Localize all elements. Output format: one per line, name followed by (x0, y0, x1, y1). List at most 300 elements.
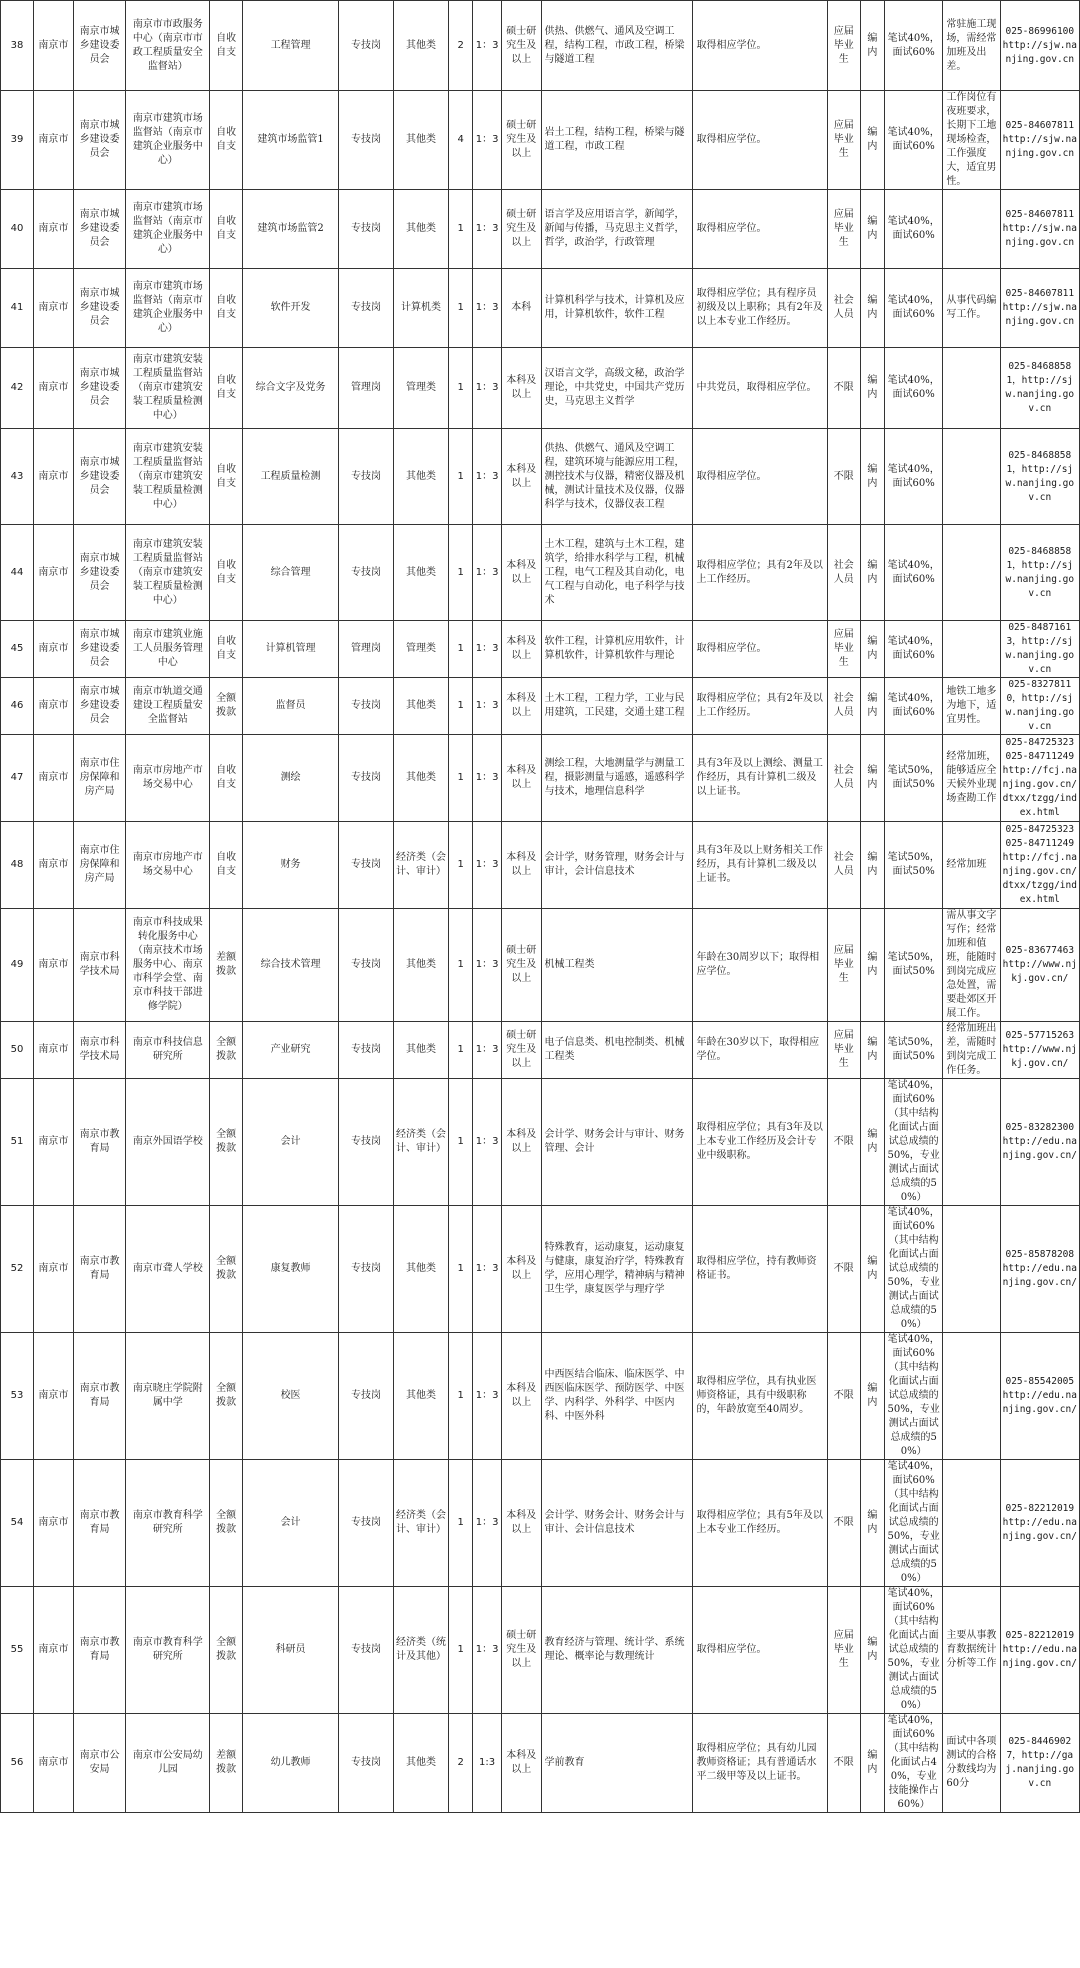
other-requirements: 取得相应学位，具有执业医师资格证，具有中级职称的，年龄放宽至40周岁。 (693, 1333, 827, 1460)
contact: 025-83677463 http://www.njkj.gov.cn/ (1000, 909, 1079, 1022)
position-category: 经济类（会计、审计） (394, 1079, 449, 1206)
position-type: 专技岗 (338, 1587, 393, 1714)
contact: 025-82212019 http://edu.nanjing.gov.cn/ (1000, 1587, 1079, 1714)
funding-type: 全额拨款 (210, 1460, 243, 1587)
position-name: 监督员 (243, 678, 339, 735)
position-type: 专技岗 (338, 735, 393, 822)
row-number: 53 (1, 1333, 34, 1460)
exam-weight: 笔试50%，面试50% (885, 735, 943, 822)
department: 南京市城乡建设委员会 (73, 621, 126, 678)
table-row (1, 1714, 1080, 1813)
contact: 025-85878208 http://edu.nanjing.gov.cn/ (1000, 1206, 1079, 1333)
hire-count: 1 (449, 190, 473, 269)
candidate-type: 不限 (827, 1206, 860, 1333)
funding-type: 自收自支 (210, 621, 243, 678)
exam-ratio: 1：3 (473, 348, 502, 429)
remarks (943, 1333, 1000, 1460)
row-number: 55 (1, 1587, 34, 1714)
table-row (1, 1, 1080, 91)
other-requirements: 取得相应学位。 (693, 621, 827, 678)
table-row (1, 269, 1080, 348)
education: 本科及以上 (501, 621, 541, 678)
position-type: 专技岗 (338, 909, 393, 1022)
major: 教育经济与管理、统计学、系统理论、概率论与数理统计 (541, 1587, 693, 1714)
exam-weight: 笔试40%，面试60%（其中结构化面试占40%，专业技能操作占60%） (885, 1714, 943, 1813)
unit-name: 南京市建筑安装工程质量监督站（南京市建筑安装工程质量检测中心） (126, 429, 210, 525)
education: 本科及以上 (501, 1079, 541, 1206)
hire-count: 1 (449, 525, 473, 621)
hire-count: 4 (449, 91, 473, 190)
hire-count: 1 (449, 909, 473, 1022)
row-number: 50 (1, 1022, 34, 1079)
region: 南京市 (34, 822, 74, 909)
candidate-type: 不限 (827, 1079, 860, 1206)
exam-ratio: 1：3 (473, 1206, 502, 1333)
table-body (1, 1, 1080, 1813)
hire-count: 1 (449, 429, 473, 525)
education: 本科及以上 (501, 1460, 541, 1587)
region: 南京市 (34, 1333, 74, 1460)
position-name: 综合管理 (243, 525, 339, 621)
education: 本科及以上 (501, 1714, 541, 1813)
staffing: 编内 (860, 1333, 884, 1460)
department: 南京市公安局 (73, 1714, 126, 1813)
position-category: 管理类 (394, 621, 449, 678)
major: 机械工程类 (541, 909, 693, 1022)
remarks: 地铁工地多为地下，适宜男性。 (943, 678, 1000, 735)
contact: 025-85542005 http://edu.nanjing.gov.cn/ (1000, 1333, 1079, 1460)
position-name: 会计 (243, 1460, 339, 1587)
row-number: 47 (1, 735, 34, 822)
hire-count: 1 (449, 1333, 473, 1460)
unit-name: 南京市房地产市场交易中心 (126, 822, 210, 909)
table-row (1, 1022, 1080, 1079)
region: 南京市 (34, 1587, 74, 1714)
exam-ratio: 1：3 (473, 678, 502, 735)
region: 南京市 (34, 909, 74, 1022)
row-number: 39 (1, 91, 34, 190)
region: 南京市 (34, 91, 74, 190)
position-type: 专技岗 (338, 1206, 393, 1333)
candidate-type: 应届毕业生 (827, 190, 860, 269)
exam-ratio: 1：3 (473, 1022, 502, 1079)
position-name: 康复教师 (243, 1206, 339, 1333)
other-requirements: 具有3年及以上测绘、测量工作经历，具有计算机二级及以上证书。 (693, 735, 827, 822)
position-name: 计算机管理 (243, 621, 339, 678)
row-number: 49 (1, 909, 34, 1022)
education: 本科及以上 (501, 525, 541, 621)
funding-type: 全额拨款 (210, 1022, 243, 1079)
major: 汉语言文学，高级文秘，政治学理论，中共党史，中国共产党历史，马克思主义哲学 (541, 348, 693, 429)
staffing: 编内 (860, 190, 884, 269)
row-number: 51 (1, 1079, 34, 1206)
position-category: 其他类 (394, 1333, 449, 1460)
region: 南京市 (34, 348, 74, 429)
position-name: 科研员 (243, 1587, 339, 1714)
position-name: 综合文字及党务 (243, 348, 339, 429)
education: 本科及以上 (501, 1333, 541, 1460)
row-number: 56 (1, 1714, 34, 1813)
position-type: 管理岗 (338, 621, 393, 678)
other-requirements: 取得相应学位。 (693, 91, 827, 190)
funding-type: 自收自支 (210, 822, 243, 909)
position-category: 其他类 (394, 1206, 449, 1333)
row-number: 40 (1, 190, 34, 269)
contact: 025-84469027，http://gaj.nanjing.gov.cn (1000, 1714, 1079, 1813)
table-row (1, 91, 1080, 190)
unit-name: 南京市建筑业施工人员服务管理中心 (126, 621, 210, 678)
major: 供热、供燃气、通风及空调工程，结构工程，市政工程，桥梁与隧道工程 (541, 1, 693, 91)
major: 学前教育 (541, 1714, 693, 1813)
row-number: 48 (1, 822, 34, 909)
contact: 025-84607811 http://sjw.nanjing.gov.cn (1000, 190, 1079, 269)
table-row (1, 1587, 1080, 1714)
department: 南京市城乡建设委员会 (73, 190, 126, 269)
row-number: 54 (1, 1460, 34, 1587)
table-row (1, 1079, 1080, 1206)
position-name: 软件开发 (243, 269, 339, 348)
department: 南京市城乡建设委员会 (73, 678, 126, 735)
table-row (1, 1333, 1080, 1460)
department: 南京市科学技术局 (73, 1022, 126, 1079)
education: 硕士研究生及以上 (501, 909, 541, 1022)
row-number: 52 (1, 1206, 34, 1333)
major: 特殊教育，运动康复，运动康复与健康，康复治疗学，特殊教育学，应用心理学，精神病与精神卫生学，康复医学与理疗学 (541, 1206, 693, 1333)
other-requirements: 具有3年及以上财务相关工作经历，具有计算机二级及以上证书。 (693, 822, 827, 909)
candidate-type: 社会人员 (827, 525, 860, 621)
hire-count: 1 (449, 621, 473, 678)
contact: 025-83282300 http://edu.nanjing.gov.cn/ (1000, 1079, 1079, 1206)
table-row (1, 190, 1080, 269)
table-row (1, 621, 1080, 678)
region: 南京市 (34, 269, 74, 348)
staffing: 编内 (860, 525, 884, 621)
unit-name: 南京市教育科学研究所 (126, 1587, 210, 1714)
position-category: 经济类（会计、审计） (394, 822, 449, 909)
position-category: 其他类 (394, 190, 449, 269)
exam-weight: 笔试50%，面试50% (885, 822, 943, 909)
region: 南京市 (34, 1, 74, 91)
unit-name: 南京市建筑市场监督站（南京市建筑企业服务中心） (126, 91, 210, 190)
candidate-type: 不限 (827, 348, 860, 429)
candidate-type: 应届毕业生 (827, 91, 860, 190)
department: 南京市教育局 (73, 1333, 126, 1460)
exam-weight: 笔试40%，面试60% (885, 678, 943, 735)
staffing: 编内 (860, 429, 884, 525)
major: 中西医结合临床、临床医学、中西医临床医学、预防医学、中医学、内科学、外科学、中医内科、中医外科 (541, 1333, 693, 1460)
department: 南京市教育局 (73, 1079, 126, 1206)
major: 电子信息类、机电控制类、机械工程类 (541, 1022, 693, 1079)
education: 硕士研究生及以上 (501, 190, 541, 269)
exam-weight: 笔试40%，面试60%（其中结构化面试占面试总成绩的50%，专业测试占面试总成绩的50%） (885, 1079, 943, 1206)
region: 南京市 (34, 1460, 74, 1587)
region: 南京市 (34, 1714, 74, 1813)
department: 南京市住房保障和房产局 (73, 735, 126, 822)
contact: 025-84725323 025-84711249 http://fcj.nanjing.gov.cn/dtxx/tzgg/index.html (1000, 735, 1079, 822)
position-category: 其他类 (394, 909, 449, 1022)
exam-weight: 笔试40%，面试60% (885, 621, 943, 678)
other-requirements: 取得相应学位；具有2年及以上工作经历。 (693, 678, 827, 735)
region: 南京市 (34, 1206, 74, 1333)
position-name: 工程管理 (243, 1, 339, 91)
position-category: 其他类 (394, 429, 449, 525)
contact: 025-82212019 http://edu.nanjing.gov.cn/ (1000, 1460, 1079, 1587)
contact: 025-84607811 http://sjw.nanjing.gov.cn (1000, 269, 1079, 348)
major: 会计学，财务管理，财务会计与审计，会计信息技术 (541, 822, 693, 909)
hire-count: 1 (449, 1587, 473, 1714)
region: 南京市 (34, 1022, 74, 1079)
table-row (1, 1460, 1080, 1587)
funding-type: 自收自支 (210, 735, 243, 822)
position-name: 测绘 (243, 735, 339, 822)
remarks: 常驻施工现场，需经常加班及出差。 (943, 1, 1000, 91)
staffing: 编内 (860, 1460, 884, 1587)
staffing: 编内 (860, 1, 884, 91)
candidate-type: 应届毕业生 (827, 1587, 860, 1714)
department: 南京市城乡建设委员会 (73, 525, 126, 621)
row-number: 41 (1, 269, 34, 348)
table-row (1, 1206, 1080, 1333)
remarks (943, 429, 1000, 525)
remarks (943, 348, 1000, 429)
candidate-type: 应届毕业生 (827, 1, 860, 91)
remarks (943, 1460, 1000, 1587)
contact: 025-84871613，http://sjw.nanjing.gov.cn (1000, 621, 1079, 678)
hire-count: 1 (449, 269, 473, 348)
staffing: 编内 (860, 91, 884, 190)
other-requirements: 取得相应学位。 (693, 429, 827, 525)
remarks: 从事代码编写工作。 (943, 269, 1000, 348)
department: 南京市城乡建设委员会 (73, 429, 126, 525)
unit-name: 南京市轨道交通建设工程质量安全监督站 (126, 678, 210, 735)
contact: 025-83278110，http://sjw.nanjing.gov.cn (1000, 678, 1079, 735)
exam-ratio: 1：3 (473, 909, 502, 1022)
position-type: 专技岗 (338, 525, 393, 621)
major: 计算机科学与技术，计算机及应用，计算机软件，软件工程 (541, 269, 693, 348)
position-name: 综合技术管理 (243, 909, 339, 1022)
hire-count: 2 (449, 1714, 473, 1813)
position-category: 计算机类 (394, 269, 449, 348)
remarks (943, 1206, 1000, 1333)
region: 南京市 (34, 525, 74, 621)
exam-ratio: 1：3 (473, 91, 502, 190)
education: 硕士研究生及以上 (501, 1022, 541, 1079)
table-row (1, 822, 1080, 909)
position-name: 工程质量检测 (243, 429, 339, 525)
other-requirements: 取得相应学位。 (693, 190, 827, 269)
other-requirements: 取得相应学位；具有5年及以上本专业工作经历。 (693, 1460, 827, 1587)
position-type: 专技岗 (338, 91, 393, 190)
funding-type: 全额拨款 (210, 1333, 243, 1460)
table-row (1, 735, 1080, 822)
unit-name: 南京市建筑安装工程质量监督站（南京市建筑安装工程质量检测中心） (126, 525, 210, 621)
exam-ratio: 1：3 (473, 621, 502, 678)
remarks: 经常加班出差，需随时到岗完成工作任务。 (943, 1022, 1000, 1079)
row-number: 46 (1, 678, 34, 735)
other-requirements: 取得相应学位。 (693, 1, 827, 91)
position-name: 产业研究 (243, 1022, 339, 1079)
other-requirements: 取得相应学位；具有程序员初级及以上职称；具有2年及以上本专业工作经历。 (693, 269, 827, 348)
exam-weight: 笔试40%，面试60% (885, 269, 943, 348)
unit-name: 南京市房地产市场交易中心 (126, 735, 210, 822)
candidate-type: 社会人员 (827, 822, 860, 909)
candidate-type: 应届毕业生 (827, 1022, 860, 1079)
hire-count: 1 (449, 348, 473, 429)
contact: 025-86996100 http://sjw.nanjing.gov.cn (1000, 1, 1079, 91)
funding-type: 差额拨款 (210, 1714, 243, 1813)
department: 南京市城乡建设委员会 (73, 1, 126, 91)
position-type: 专技岗 (338, 190, 393, 269)
staffing: 编内 (860, 348, 884, 429)
position-category: 其他类 (394, 1022, 449, 1079)
candidate-type: 应届毕业生 (827, 909, 860, 1022)
position-category: 经济类（会计、审计） (394, 1460, 449, 1587)
candidate-type: 应届毕业生 (827, 621, 860, 678)
staffing: 编内 (860, 1022, 884, 1079)
other-requirements: 取得相应学位。 (693, 1587, 827, 1714)
department: 南京市教育局 (73, 1587, 126, 1714)
unit-name: 南京市市政服务中心（南京市市政工程质量安全监督站） (126, 1, 210, 91)
row-number: 45 (1, 621, 34, 678)
hire-count: 2 (449, 1, 473, 91)
exam-ratio: 1：3 (473, 525, 502, 621)
exam-weight: 笔试40%，面试60% (885, 429, 943, 525)
row-number: 43 (1, 429, 34, 525)
region: 南京市 (34, 190, 74, 269)
staffing: 编内 (860, 1079, 884, 1206)
education: 本科及以上 (501, 348, 541, 429)
region: 南京市 (34, 621, 74, 678)
funding-type: 自收自支 (210, 91, 243, 190)
exam-ratio: 1：3 (473, 429, 502, 525)
exam-weight: 笔试40%，面试60%（其中结构化面试占面试总成绩的50%，专业测试占面试总成绩的50%） (885, 1206, 943, 1333)
other-requirements: 年龄在30周岁以下；取得相应学位。 (693, 909, 827, 1022)
exam-weight: 笔试40%，面试60%（其中结构化面试占面试总成绩的50%，专业测试占面试总成绩的50%） (885, 1333, 943, 1460)
row-number: 44 (1, 525, 34, 621)
exam-weight: 笔试40%，面试60%（其中结构化面试占面试总成绩的50%，专业测试占面试总成绩的50%） (885, 1587, 943, 1714)
major: 会计学、财务会计、财务会计与审计、会计信息技术 (541, 1460, 693, 1587)
remarks: 经常加班，能够适应全天候外业现场查勘工作 (943, 735, 1000, 822)
hire-count: 1 (449, 735, 473, 822)
funding-type: 自收自支 (210, 525, 243, 621)
position-category: 管理类 (394, 348, 449, 429)
funding-type: 自收自支 (210, 348, 243, 429)
funding-type: 全额拨款 (210, 1079, 243, 1206)
contact: 025-84688581，http://sjw.nanjing.gov.cn (1000, 429, 1079, 525)
major: 测绘工程，大地测量学与测量工程，摄影测量与遥感，遥感科学与技术，地理信息科学 (541, 735, 693, 822)
staffing: 编内 (860, 909, 884, 1022)
exam-weight: 笔试40%，面试60%（其中结构化面试占面试总成绩的50%，专业测试占面试总成绩的50%） (885, 1460, 943, 1587)
staffing: 编内 (860, 1714, 884, 1813)
exam-ratio: 1：3 (473, 269, 502, 348)
remarks: 工作岗位有夜班要求，长期下工地现场检查，工作强度大，适宜男性。 (943, 91, 1000, 190)
unit-name: 南京市教育科学研究所 (126, 1460, 210, 1587)
department: 南京市城乡建设委员会 (73, 91, 126, 190)
unit-name: 南京市聋人学校 (126, 1206, 210, 1333)
education: 本科 (501, 269, 541, 348)
hire-count: 1 (449, 1460, 473, 1587)
funding-type: 自收自支 (210, 190, 243, 269)
funding-type: 自收自支 (210, 269, 243, 348)
candidate-type: 不限 (827, 1333, 860, 1460)
major: 语言学及应用语言学，新闻学，新闻与传播，马克思主义哲学，哲学，政治学，行政管理 (541, 190, 693, 269)
other-requirements: 中共党员，取得相应学位。 (693, 348, 827, 429)
position-name: 建筑市场监管1 (243, 91, 339, 190)
remarks: 需从事文字写作；经常加班和值班，能随时到岗完成应急处置，需要赴郊区开展工作。 (943, 909, 1000, 1022)
region: 南京市 (34, 735, 74, 822)
contact: 025-57715263 http://www.njkj.gov.cn/ (1000, 1022, 1079, 1079)
staffing: 编内 (860, 621, 884, 678)
major: 岩土工程，结构工程，桥梁与隧道工程，市政工程 (541, 91, 693, 190)
candidate-type: 不限 (827, 429, 860, 525)
row-number: 42 (1, 348, 34, 429)
exam-ratio: 1：3 (473, 735, 502, 822)
exam-weight: 笔试40%，面试60% (885, 190, 943, 269)
exam-weight: 笔试40%，面试60% (885, 525, 943, 621)
table-row (1, 429, 1080, 525)
unit-name: 南京市建筑市场监督站（南京市建筑企业服务中心） (126, 269, 210, 348)
exam-ratio: 1：3 (473, 822, 502, 909)
position-type: 专技岗 (338, 429, 393, 525)
position-type: 专技岗 (338, 1714, 393, 1813)
exam-weight: 笔试40%，面试60% (885, 1, 943, 91)
staffing: 编内 (860, 735, 884, 822)
staffing: 编内 (860, 269, 884, 348)
contact: 025-84725323 025-84711249 http://fcj.nanjing.gov.cn/dtxx/tzgg/index.html (1000, 822, 1079, 909)
position-type: 专技岗 (338, 822, 393, 909)
exam-weight: 笔试40%，面试60% (885, 348, 943, 429)
hire-count: 1 (449, 822, 473, 909)
education: 硕士研究生及以上 (501, 1587, 541, 1714)
candidate-type: 社会人员 (827, 678, 860, 735)
staffing: 编内 (860, 678, 884, 735)
exam-ratio: 1：3 (473, 1079, 502, 1206)
remarks (943, 621, 1000, 678)
region: 南京市 (34, 678, 74, 735)
position-name: 会计 (243, 1079, 339, 1206)
region: 南京市 (34, 1079, 74, 1206)
contact: 025-84607811 http://sjw.nanjing.gov.cn (1000, 91, 1079, 190)
exam-weight: 笔试40%，面试60% (885, 91, 943, 190)
exam-ratio: 1：3 (473, 1460, 502, 1587)
exam-ratio: 1：3 (473, 1333, 502, 1460)
department: 南京市科学技术局 (73, 909, 126, 1022)
other-requirements: 取得相应学位；具有2年及以上工作经历。 (693, 525, 827, 621)
funding-type: 全额拨款 (210, 1587, 243, 1714)
staffing: 编内 (860, 822, 884, 909)
table-row (1, 525, 1080, 621)
position-type: 专技岗 (338, 269, 393, 348)
unit-name: 南京市科技信息研究所 (126, 1022, 210, 1079)
unit-name: 南京市科技成果转化服务中心（南京技术市场服务中心、南京市科学会堂、南京市科技干部进修学院） (126, 909, 210, 1022)
position-category: 其他类 (394, 735, 449, 822)
position-name: 幼儿教师 (243, 1714, 339, 1813)
exam-ratio: 1：3 (473, 1, 502, 91)
funding-type: 自收自支 (210, 429, 243, 525)
major: 软件工程，计算机应用软件，计算机软件，计算机软件与理论 (541, 621, 693, 678)
funding-type: 全额拨款 (210, 678, 243, 735)
exam-weight: 笔试50%，面试50% (885, 909, 943, 1022)
unit-name: 南京市公安局幼儿园 (126, 1714, 210, 1813)
exam-ratio: 1：3 (473, 1587, 502, 1714)
hire-count: 1 (449, 1022, 473, 1079)
hire-count: 1 (449, 678, 473, 735)
major: 供热、供燃气、通风及空调工程，建筑环境与能源应用工程，测控技术与仪器，精密仪器及机械，测试计量技术及仪器，仪器科学与技术，仪器仪表工程 (541, 429, 693, 525)
funding-type: 差额拨款 (210, 909, 243, 1022)
remarks (943, 525, 1000, 621)
education: 硕士研究生及以上 (501, 91, 541, 190)
other-requirements: 年龄在30岁以下，取得相应学位。 (693, 1022, 827, 1079)
